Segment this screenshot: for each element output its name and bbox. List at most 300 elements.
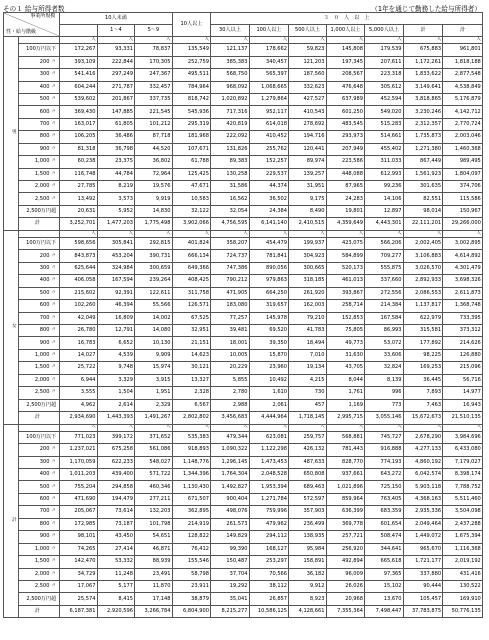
value-cell: 2,019,192 <box>443 556 483 568</box>
row-label: 600 〃 <box>18 493 60 505</box>
value-cell: 1,137,817 <box>403 300 443 312</box>
value-cell: 4,359,649 <box>326 218 365 230</box>
value-cell: 773 <box>365 399 404 411</box>
value-cell: 36,798 <box>97 143 134 155</box>
value-cell: 32,951 <box>172 325 211 337</box>
row-label: 1,500 〃 <box>18 362 60 374</box>
row-label: 300 〃 <box>18 69 60 81</box>
col-5-9: 5～9 <box>135 25 173 37</box>
table-row <box>4 250 483 262</box>
value-cell: 6,567 <box>172 399 211 411</box>
value-cell: 561,086 <box>135 444 173 456</box>
value-cell: 7,463 <box>403 399 443 411</box>
value-cell: 150,967 <box>443 205 483 217</box>
value-cell: 2,770,724 <box>443 118 483 130</box>
value-cell: 2,437,288 <box>443 518 483 530</box>
value-cell: 152,853 <box>326 312 365 324</box>
value-cell: 9,912 <box>289 580 326 592</box>
value-cell: 1,492,827 <box>211 481 250 493</box>
value-cell: 311,033 <box>365 156 404 168</box>
value-cell: 10,583 <box>172 193 211 205</box>
value-cell: 452,594 <box>365 93 404 105</box>
value-cell: 498,076 <box>211 506 250 518</box>
value-cell: 223,586 <box>326 156 365 168</box>
table-row <box>4 543 483 555</box>
value-cell: 222,844 <box>97 56 134 68</box>
row-label: 1,500 〃 <box>18 556 60 568</box>
unit-row <box>4 37 483 44</box>
value-cell: 566,206 <box>365 237 404 249</box>
value-cell: 88,939 <box>135 556 173 568</box>
value-cell: 717,316 <box>211 106 250 118</box>
value-cell: 199,937 <box>289 237 326 249</box>
value-cell: 989,495 <box>443 156 483 168</box>
row-label: 700 〃 <box>18 506 60 518</box>
value-cell: 26,780 <box>60 325 97 337</box>
value-cell: 2,061 <box>249 399 289 411</box>
unit-cell: 人 <box>249 230 289 237</box>
value-cell: 183,080 <box>211 300 250 312</box>
unit-cell: 人 <box>365 230 404 237</box>
page-title: その１ 給与所得者数 <box>3 5 65 13</box>
value-cell: 239,264 <box>135 275 173 287</box>
value-cell: 453,204 <box>97 250 134 262</box>
value-cell: 115,586 <box>443 193 483 205</box>
value-cell: 39,481 <box>211 325 250 337</box>
value-cell: 78,837 <box>135 44 173 56</box>
row-label: 1,000 〃 <box>18 543 60 555</box>
value-cell: 965,670 <box>403 543 443 555</box>
value-cell: 2,995,715 <box>326 412 365 424</box>
table-row <box>4 399 483 411</box>
table-row <box>4 81 483 93</box>
unit-cell: 人 <box>289 424 326 431</box>
value-cell: 7,788,752 <box>443 481 483 493</box>
row-label: 400 〃 <box>18 275 60 287</box>
value-cell: 31,586 <box>211 181 250 193</box>
value-cell: 6,804,900 <box>172 605 211 617</box>
value-cell: 979,863 <box>249 275 289 287</box>
row-label: 2,000 〃 <box>18 181 60 193</box>
table-row <box>4 193 483 205</box>
unit-cell: 人 <box>60 230 97 237</box>
value-cell: 16,783 <box>60 337 97 349</box>
unit-cell: 人 <box>443 424 483 431</box>
value-cell: 36,502 <box>249 193 289 205</box>
value-cell: 152,257 <box>249 156 289 168</box>
value-cell: 10,005 <box>211 349 250 361</box>
col-10-29: 10人以上 <box>172 13 211 37</box>
value-cell: 223,318 <box>365 69 404 81</box>
table-row <box>4 593 483 605</box>
table-row <box>4 287 483 299</box>
unit-row <box>4 230 483 237</box>
value-cell: 12,791 <box>97 325 134 337</box>
value-cell: 4,539 <box>97 349 134 361</box>
col-1000: 1,000人以上 <box>326 25 365 37</box>
value-cell: 116,748 <box>60 168 97 180</box>
unit-cell: 人 <box>443 37 483 44</box>
value-cell: 337,660 <box>365 275 404 287</box>
value-cell: 16,809 <box>97 312 134 324</box>
col-30: 30人以上 <box>211 25 250 37</box>
value-cell: 18,494 <box>289 337 326 349</box>
value-cell: 2,678,290 <box>403 431 443 443</box>
value-cell: 2,934,690 <box>60 412 97 424</box>
value-cell: 362,895 <box>172 506 211 518</box>
value-cell: 1,148,776 <box>172 456 211 468</box>
value-cell: 39,350 <box>249 337 289 349</box>
value-cell: 487,633 <box>289 456 326 468</box>
row-label: 700 〃 <box>18 312 60 324</box>
value-cell: 3,149,641 <box>403 81 443 93</box>
row-label: 1,000 〃 <box>18 349 60 361</box>
value-cell: 43,450 <box>97 531 134 543</box>
value-cell: 637,989 <box>326 93 365 105</box>
value-cell: 479,344 <box>211 431 250 443</box>
value-cell: 426,132 <box>289 444 326 456</box>
value-cell: 305,612 <box>365 81 404 93</box>
value-cell: 87,718 <box>135 131 173 143</box>
value-cell: 69,520 <box>249 325 289 337</box>
value-cell: 222,092 <box>211 131 250 143</box>
value-cell: 399,172 <box>97 431 134 443</box>
value-cell: 730 <box>289 387 326 399</box>
value-cell: 194,479 <box>97 493 134 505</box>
value-cell: 1,953,394 <box>249 481 289 493</box>
value-cell: 205,067 <box>60 506 97 518</box>
value-cell: 167,584 <box>365 312 404 324</box>
value-cell: 1,170,059 <box>60 456 97 468</box>
unit-cell: 人 <box>289 230 326 237</box>
value-cell: 7,355,364 <box>326 605 365 617</box>
value-cell: 177,892 <box>403 337 443 349</box>
value-cell: 937,661 <box>326 469 365 481</box>
table-row <box>4 93 483 105</box>
value-cell: 1,449,072 <box>403 531 443 543</box>
value-cell: 643,272 <box>365 469 404 481</box>
value-cell: 236,499 <box>289 518 326 530</box>
value-cell: 9,748 <box>97 362 134 374</box>
value-cell: 1,833,622 <box>403 69 443 81</box>
value-cell: 890,056 <box>249 262 289 274</box>
value-cell: 784,964 <box>172 81 211 93</box>
row-label: 計 <box>18 412 60 424</box>
value-cell: 8,923 <box>289 593 326 605</box>
value-cell: 8,415 <box>97 593 134 605</box>
value-cell: 3,329 <box>97 374 134 386</box>
value-cell: 8,490 <box>289 205 326 217</box>
value-cell: 46,871 <box>135 543 173 555</box>
unit-blank <box>18 424 60 431</box>
value-cell: 725,150 <box>365 481 404 493</box>
value-cell: 122,611 <box>135 287 173 299</box>
table-row <box>4 168 483 180</box>
table-row <box>4 181 483 193</box>
value-cell: 295,319 <box>172 118 211 130</box>
value-cell: 121,203 <box>289 56 326 68</box>
value-cell: 332,457 <box>135 81 173 93</box>
value-cell: 373,312 <box>443 325 483 337</box>
value-cell: 1,271,380 <box>403 143 443 155</box>
value-cell: 76,412 <box>172 543 211 555</box>
value-cell: 604,244 <box>60 81 97 93</box>
value-cell: 49,773 <box>326 337 365 349</box>
value-cell: 10,492 <box>249 374 289 386</box>
value-cell: 98,225 <box>403 349 443 361</box>
value-cell: 545,936 <box>172 106 211 118</box>
unit-cell: 人 <box>211 37 250 44</box>
table-row <box>4 506 483 518</box>
value-cell: 358,207 <box>211 237 250 249</box>
value-cell: 1,491,267 <box>135 412 173 424</box>
value-cell: 74,265 <box>60 543 97 555</box>
value-cell: 25,574 <box>60 593 97 605</box>
value-cell: 918,893 <box>172 444 211 456</box>
value-cell: 19,576 <box>135 181 173 193</box>
value-cell: 19,292 <box>211 580 250 592</box>
unit-cell: 人 <box>60 424 97 431</box>
unit-cell: 人 <box>211 424 250 431</box>
value-cell: 31,630 <box>326 349 365 361</box>
row-label: 800 〃 <box>18 131 60 143</box>
value-cell: 98,014 <box>403 205 443 217</box>
value-cell: 1,237,021 <box>60 444 97 456</box>
value-cell: 261,573 <box>211 518 250 530</box>
col-under10-blank <box>60 25 97 37</box>
value-cell: 15,672,673 <box>403 412 443 424</box>
value-cell: 13,327 <box>172 374 211 386</box>
value-cell: 1,951 <box>135 387 173 399</box>
unit-cell: 人 <box>326 230 365 237</box>
value-cell: 549,020 <box>365 106 404 118</box>
value-cell: 7,179,027 <box>443 456 483 468</box>
value-cell: 36,182 <box>289 568 326 580</box>
value-cell: 300,659 <box>135 262 173 274</box>
value-cell: 515,283 <box>365 118 404 130</box>
table-row <box>4 237 483 249</box>
unit-cell: 人 <box>172 424 211 431</box>
value-cell: 162,003 <box>289 300 326 312</box>
table-row <box>4 56 483 68</box>
value-cell: 623,081 <box>249 431 289 443</box>
value-cell: 319,657 <box>249 300 289 312</box>
table-row <box>4 431 483 443</box>
value-cell: 1,172,261 <box>403 56 443 68</box>
value-cell: 5,855 <box>211 374 250 386</box>
value-cell: 19,801 <box>326 205 365 217</box>
value-cell: 455,402 <box>365 143 404 155</box>
value-cell: 169,910 <box>443 593 483 605</box>
value-cell: 2,802,802 <box>172 412 211 424</box>
value-cell: 20,631 <box>60 205 97 217</box>
value-cell: 622,979 <box>403 312 443 324</box>
value-cell: 1,775,498 <box>135 218 173 230</box>
value-cell: 483,545 <box>326 118 365 130</box>
value-cell: 95,984 <box>289 543 326 555</box>
value-cell: 139,257 <box>289 168 326 180</box>
table-row <box>4 387 483 399</box>
value-cell: 427,527 <box>289 93 326 105</box>
value-cell: 13,670 <box>365 593 404 605</box>
table-row <box>4 44 483 56</box>
row-label: 600 〃 <box>18 300 60 312</box>
value-cell: 1,271,784 <box>249 493 289 505</box>
table-row <box>4 205 483 217</box>
total-row <box>4 605 483 617</box>
unit-cell: 人 <box>135 424 173 431</box>
corner-header <box>4 13 60 37</box>
value-cell: 149,829 <box>211 531 250 543</box>
value-cell: 568,750 <box>211 69 250 81</box>
value-cell: 1,718,145 <box>289 412 326 424</box>
value-cell: 96,009 <box>326 568 365 580</box>
value-cell: 187,560 <box>289 69 326 81</box>
value-cell: 79,210 <box>289 312 326 324</box>
value-cell: 12,897 <box>365 205 404 217</box>
value-cell: 3,230,246 <box>403 106 443 118</box>
value-cell: 172,985 <box>60 518 97 530</box>
value-cell: 169,253 <box>403 362 443 374</box>
value-cell: 457 <box>289 399 326 411</box>
value-cell: 221,545 <box>135 106 173 118</box>
value-cell: 1,116,368 <box>443 543 483 555</box>
value-cell: 781,841 <box>249 250 289 262</box>
value-cell: 55,566 <box>135 300 173 312</box>
value-cell: 255,762 <box>249 143 289 155</box>
value-cell: 201,867 <box>97 93 134 105</box>
value-cell: 625,644 <box>60 262 97 274</box>
value-cell: 454,479 <box>249 237 289 249</box>
value-cell: 271,787 <box>97 81 134 93</box>
row-label: 100万円以下 <box>18 237 60 249</box>
value-cell: 324,984 <box>97 262 134 274</box>
value-cell: 99,390 <box>211 543 250 555</box>
value-cell: 968,092 <box>211 81 250 93</box>
value-cell: 393,109 <box>60 56 97 68</box>
value-cell: 167,594 <box>97 275 134 287</box>
value-cell: 2,328 <box>172 387 211 399</box>
value-cell: 4,215 <box>289 374 326 386</box>
value-cell: 6,141,140 <box>249 218 289 230</box>
row-label: 2,500 〃 <box>18 193 60 205</box>
row-label: 200 〃 <box>18 444 60 456</box>
value-cell: 2,988 <box>211 399 250 411</box>
table-row <box>4 374 483 386</box>
value-cell: 568,881 <box>326 431 365 443</box>
value-cell: 207,949 <box>326 143 365 155</box>
value-cell: 17,148 <box>135 593 173 605</box>
value-cell: 1,761 <box>326 387 365 399</box>
value-cell: 89,974 <box>289 156 326 168</box>
value-cell: 410,543 <box>289 106 326 118</box>
value-cell: 7,498,447 <box>365 605 404 617</box>
value-cell: 21,510,135 <box>443 412 483 424</box>
value-cell: 2,329 <box>135 399 173 411</box>
unit-cell: 人 <box>326 424 365 431</box>
value-cell: 24,283 <box>326 193 365 205</box>
col-over30: ３ ０ 人 以 上 <box>211 13 483 25</box>
value-cell: 294,112 <box>249 531 289 543</box>
value-cell: 401,824 <box>172 237 211 249</box>
value-cell: 1,460,368 <box>443 143 483 155</box>
col-subtotal: 計 <box>403 25 443 37</box>
value-cell: 601,654 <box>365 518 404 530</box>
value-cell: 32,122 <box>172 205 211 217</box>
value-cell: 14,027 <box>60 349 97 361</box>
value-cell: 7,010 <box>289 349 326 361</box>
unit-cell: 人 <box>249 424 289 431</box>
unit-blank <box>18 230 60 237</box>
value-cell: 107,671 <box>172 143 211 155</box>
value-cell: 4,301,479 <box>443 262 483 274</box>
col-100: 100人以上 <box>249 25 289 37</box>
table-row <box>4 493 483 505</box>
total-row <box>4 412 483 424</box>
value-cell: 126,880 <box>443 349 483 361</box>
value-cell: 461,013 <box>326 275 365 287</box>
value-cell: 1,344,396 <box>172 469 211 481</box>
value-cell: 664,250 <box>249 287 289 299</box>
group-label: 男 <box>4 37 19 231</box>
value-cell: 1,020,892 <box>211 93 250 105</box>
value-cell: 135,549 <box>172 44 211 56</box>
value-cell: 843,873 <box>60 250 97 262</box>
col-1-4: 1～4 <box>97 25 134 37</box>
value-cell: 709,277 <box>365 250 404 262</box>
value-cell: 145,808 <box>326 44 365 56</box>
value-cell: 9,175 <box>289 193 326 205</box>
value-cell: 311,758 <box>172 287 211 299</box>
value-cell: 214,919 <box>172 518 211 530</box>
value-cell: 61,805 <box>97 118 134 130</box>
value-cell: 194,716 <box>289 131 326 143</box>
value-cell: 105,457 <box>403 593 443 605</box>
value-cell: 471,905 <box>211 287 250 299</box>
row-label: 1,500 〃 <box>18 168 60 180</box>
value-cell: 23,375 <box>97 156 134 168</box>
table-row <box>4 531 483 543</box>
value-cell: 215,602 <box>60 287 97 299</box>
value-cell: 492,894 <box>326 556 365 568</box>
value-cell: 1,735,873 <box>403 131 443 143</box>
value-cell: 755,204 <box>60 481 97 493</box>
value-cell: 75,805 <box>326 325 365 337</box>
value-cell: 293,973 <box>326 131 365 143</box>
value-cell: 1,675,394 <box>443 531 483 543</box>
col-5000: 5,000人以上 <box>365 25 404 37</box>
value-cell: 572,597 <box>289 493 326 505</box>
value-cell: 408,425 <box>172 275 211 287</box>
table-row <box>4 262 483 274</box>
table-row <box>4 275 483 287</box>
row-label: 300 〃 <box>18 456 60 468</box>
value-cell: 258,714 <box>326 300 365 312</box>
value-cell: 3,002,895 <box>443 237 483 249</box>
value-cell: 214,626 <box>443 337 483 349</box>
value-cell: 996 <box>365 387 404 399</box>
value-cell: 859,964 <box>326 493 365 505</box>
value-cell: 38,112 <box>249 580 289 592</box>
value-cell: 10,586,125 <box>249 605 289 617</box>
value-cell: 8,219 <box>97 181 134 193</box>
col-500: 500人以上 <box>289 25 326 37</box>
value-cell: 305,841 <box>97 237 134 249</box>
table-row <box>4 456 483 468</box>
value-cell: 11,870 <box>135 580 173 592</box>
value-cell: 3,456,683 <box>211 412 250 424</box>
value-cell: 508,474 <box>365 531 404 543</box>
